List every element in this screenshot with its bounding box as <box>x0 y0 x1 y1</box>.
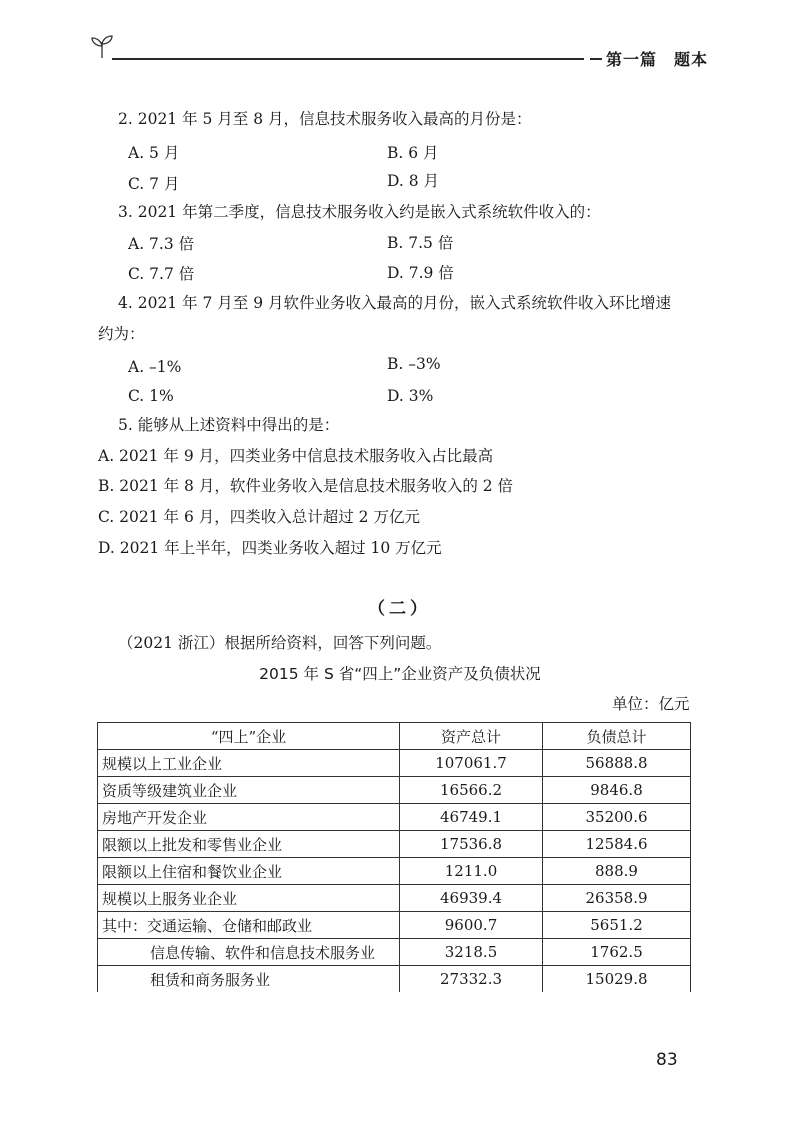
liabilities-value: 15029.8 <box>543 966 691 993</box>
col-header-liabilities: 负债总计 <box>543 723 691 750</box>
q5-option-d: D. 2021 年上半年，四类业务收入超过 10 万亿元 <box>98 539 442 557</box>
liabilities-value: 56888.8 <box>543 750 691 777</box>
q4-option-b: B. –3% <box>387 355 441 373</box>
page-header <box>0 0 800 80</box>
assets-value: 1211.0 <box>400 858 543 885</box>
q5-option-a: A. 2021 年 9 月，四类业务中信息技术服务收入占比最高 <box>98 447 494 465</box>
row-label: 房地产开发企业 <box>98 804 400 831</box>
row-label: 限额以上批发和零售业企业 <box>98 831 400 858</box>
table-row <box>98 912 691 939</box>
table-header-row <box>98 723 691 750</box>
q5-option-c: C. 2021 年 6 月，四类收入总计超过 2 万亿元 <box>98 508 420 526</box>
liabilities-value: 888.9 <box>543 858 691 885</box>
q5-option-b: B. 2021 年 8 月，软件业务收入是信息技术服务收入的 2 倍 <box>98 477 514 495</box>
liabilities-value: 26358.9 <box>543 885 691 912</box>
row-label: 规模以上工业企业 <box>98 750 400 777</box>
row-label: 规模以上服务业企业 <box>98 885 400 912</box>
row-label: 信息传输、软件和信息技术服务业 <box>98 939 400 966</box>
assets-value: 27332.3 <box>400 966 543 993</box>
table-title: 2015 年 S 省“四上”企业资产及负债状况 <box>259 665 541 683</box>
q2-option-a: A. 5 月 <box>128 144 180 162</box>
liabilities-value: 35200.6 <box>543 804 691 831</box>
assets-value: 107061.7 <box>400 750 543 777</box>
table-unit: 单位：亿元 <box>612 695 690 713</box>
liabilities-value: 12584.6 <box>543 831 691 858</box>
question-4-stem-line2: 约为： <box>98 325 145 343</box>
row-label: 其中：交通运输、仓储和邮政业 <box>98 912 400 939</box>
section-title: （二） <box>368 599 431 619</box>
row-label: 限额以上住宿和餐饮业企业 <box>98 858 400 885</box>
assets-value: 9600.7 <box>400 912 543 939</box>
assets-value: 46939.4 <box>400 885 543 912</box>
table-row <box>98 750 691 777</box>
q4-option-a: A. –1% <box>128 358 182 376</box>
assets-value: 16566.2 <box>400 777 543 804</box>
liabilities-value: 1762.5 <box>543 939 691 966</box>
table-row <box>98 939 691 966</box>
col-header-enterprise: “四上”企业 <box>98 723 400 750</box>
q2-option-b: B. 6 月 <box>387 144 439 162</box>
section-intro: （2021 浙江）根据所给资料，回答下列问题。 <box>118 634 442 652</box>
q3-option-c: C. 7.7 倍 <box>128 265 195 283</box>
header-rule <box>112 58 584 60</box>
question-2-stem: 2. 2021 年 5 月至 8 月，信息技术服务收入最高的月份是： <box>118 110 532 128</box>
table-row <box>98 858 691 885</box>
assets-value: 46749.1 <box>400 804 543 831</box>
table-row <box>98 831 691 858</box>
col-header-assets: 资产总计 <box>400 723 543 750</box>
table-row <box>98 885 691 912</box>
question-4-stem-line1: 4. 2021 年 7 月至 9 月软件业务收入最高的月份，嵌入式系统软件收入环比增速 <box>118 294 672 312</box>
assets-value: 3218.5 <box>400 939 543 966</box>
q3-option-a: A. 7.3 倍 <box>128 235 195 253</box>
liabilities-value: 5651.2 <box>543 912 691 939</box>
question-5-stem: 5. 能够从上述资料中得出的是： <box>118 416 340 434</box>
table-row <box>98 966 691 993</box>
asset-liability-table <box>97 722 691 992</box>
row-label: 租赁和商务服务业 <box>98 966 400 993</box>
q4-option-c: C. 1% <box>128 387 174 405</box>
question-3-stem: 3. 2021 年第二季度，信息技术服务收入约是嵌入式系统软件收入的： <box>118 203 601 221</box>
header-rule-short <box>590 58 602 60</box>
liabilities-value: 9846.8 <box>543 777 691 804</box>
q2-option-c: C. 7 月 <box>128 175 180 193</box>
q3-option-b: B. 7.5 倍 <box>387 234 454 252</box>
q3-option-d: D. 7.9 倍 <box>387 264 454 282</box>
table-row <box>98 777 691 804</box>
row-label: 资质等级建筑业企业 <box>98 777 400 804</box>
assets-value: 17536.8 <box>400 831 543 858</box>
sprout-icon <box>88 34 116 60</box>
table-row <box>98 804 691 831</box>
q2-option-d: D. 8 月 <box>387 172 440 190</box>
header-section-title: 第一篇 题本 <box>606 50 709 69</box>
q4-option-d: D. 3% <box>387 387 434 405</box>
page-number: 83 <box>656 1050 678 1070</box>
